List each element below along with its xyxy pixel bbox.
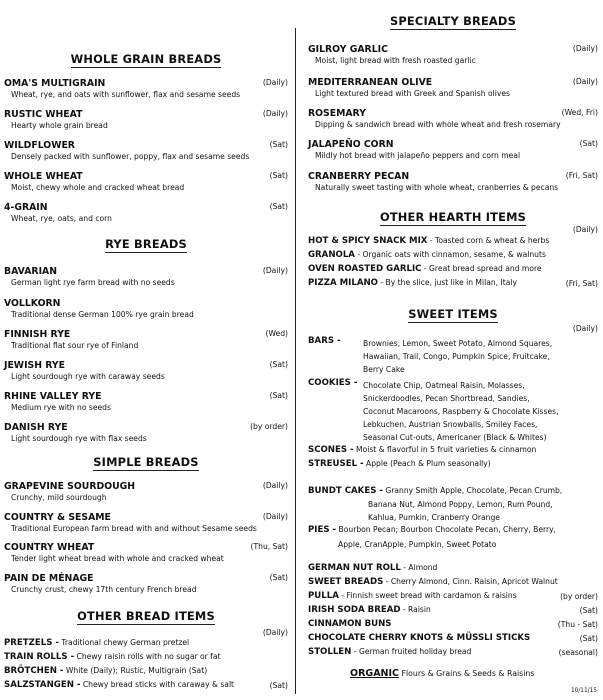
organic-footer: ORGANIC Flours & Grains & Seeds & Raisins: [350, 668, 535, 679]
cookies-line: Lebkuchen, Austrian Snowballs, Smiley Faces,: [363, 420, 538, 429]
whole-grain-heading: WHOLE GRAIN BREADS: [70, 52, 222, 66]
sweet-line: PULLA - Finnish sweet bread with cardamon & raisins (by order): [308, 591, 598, 601]
sweet-line: GERMAN NUT ROLL - Almond: [308, 563, 438, 573]
bars-line: Brownies, Lemon, Sweet Potato, Almond Squares,: [363, 339, 553, 348]
menu-item: GRAPEVINE SOURDOUGH (Daily) Crunchy, mild sourdough: [4, 481, 288, 502]
menu-item: OMA'S MULTIGRAIN (Daily) Wheat, rye, and oats with sunflower, flax and sesame seeds: [4, 78, 288, 99]
sweet-line: STOLLEN - German fruited holiday bread (seasonal): [308, 647, 598, 657]
bundt-line: Banana Nut, Almond Poppy, Lemon, Rum Pound,: [368, 500, 553, 509]
hearth-line: PIZZA MILANO - By the slice, just like in Milan, Italy (Fri, Sat): [308, 278, 598, 288]
menu-item: FINNISH RYE (Wed) Traditional flat sour rye of Finland: [4, 329, 288, 350]
other-bread-line: BRÖTCHEN - White (Daily); Rustic, Multigrain (Sat): [4, 666, 208, 676]
menu-item: GILROY GARLIC (Daily) Moist, light bread with fresh roasted garlic: [308, 44, 598, 65]
cookies-line: Snickerdoodles, Pecan Shortbread, Sandies,: [363, 394, 530, 403]
sweet-line: SWEET BREADS - Cherry Almond, Cinn. Raisin, Apricot Walnut: [308, 577, 558, 587]
hearth-heading: OTHER HEARTH ITEMS: [379, 210, 527, 224]
simple-heading: SIMPLE BREADS: [93, 455, 199, 469]
bundt-line: BUNDT CAKES - Granny Smith Apple, Chocolate, Pecan Crumb,: [308, 486, 563, 496]
streusel-line: STREUSEL - Apple (Peach & Plum seasonally): [308, 459, 491, 469]
menu-item: CRANBERRY PECAN (Fri, Sat) Naturally sweet tasting with whole wheat, cranberries & pecans: [308, 171, 598, 192]
bars-line: Hawaiian, Trail, Congo, Pumpkin Spice, Fruitcake,: [363, 352, 550, 361]
menu-item: VOLLKORN Traditional dense German 100% rye grain bread: [4, 298, 194, 319]
menu-item: DANISH RYE (by order) Light sourdough rye with flax seeds: [4, 422, 288, 443]
menu-item: COUNTRY & SESAME (Daily) Traditional European farm bread with and without Sesame seeds: [4, 512, 288, 533]
pies-line: PIES - Bourbon Pecan; Bourbon Chocolate Pecan, Cherry, Berry,: [308, 525, 557, 535]
cookies-label: COOKIES -: [308, 378, 358, 388]
menu-item: RHINE VALLEY RYE (Sat) Medium rye with no seeds: [4, 391, 288, 412]
scones-line: SCONES - Moist & flavorful in 5 fruit varieties & cinnamon: [308, 445, 537, 455]
sweet-line: IRISH SODA BREAD - Raisin (Sat): [308, 605, 598, 615]
other-bread-line: PRETZELS - Traditional chewy German pretzel: [4, 638, 190, 648]
specialty-heading: SPECIALTY BREADS: [389, 14, 516, 28]
menu-item: MEDITERRANEAN OLIVE (Daily) Light textured bread with Greek and Spanish olives: [308, 77, 598, 98]
menu-item: 4-GRAIN (Sat) Wheat, rye, oats, and corn: [4, 202, 288, 223]
sweet-line: CHOCOLATE CHERRY KNOTS & MÜSSLI STICKS (Sat): [308, 633, 598, 643]
print-date: 10/11/15: [570, 688, 597, 694]
cookies-line: Coconut Macaroons, Raspberry & Chocolate Kisses,: [363, 407, 559, 416]
sweet-heading: SWEET ITEMS: [408, 307, 498, 321]
hearth-line: OVEN ROASTED GARLIC - Great bread spread and more: [308, 264, 542, 274]
bundt-line: Kahlua, Pumkin, Cranberry Orange: [368, 513, 500, 522]
other-bread-day: (Daily): [262, 628, 288, 637]
menu-item: JEWISH RYE (Sat) Light sourdough rye with caraway seeds: [4, 360, 288, 381]
menu-item: JALAPEÑO CORN (Sat) Mildly hot bread with jalapeño peppers and corn meal: [308, 139, 598, 160]
sweet-day: (Daily): [572, 324, 598, 333]
hearth-line: HOT & SPICY SNACK MIX - Toasted corn & wheat & herbs: [308, 236, 550, 246]
column-divider: [295, 28, 296, 694]
hearth-day: (Daily): [572, 225, 598, 234]
menu-item: RUSTIC WHEAT (Daily) Hearty whole grain bread: [4, 109, 288, 130]
cookies-line: Seasonal Cut-outs, Americaner (Black & Whites): [363, 433, 547, 442]
rye-heading: RYE BREADS: [105, 237, 187, 251]
menu-item: WHOLE WHEAT (Sat) Moist, chewy whole and cracked wheat bread: [4, 171, 288, 192]
other-bread-line: SALZSTANGEN - Chewy bread sticks with caraway & salt (Sat): [4, 680, 288, 690]
hearth-line: GRANOLA - Organic oats with cinnamon, sesame, & walnuts: [308, 250, 546, 260]
menu-item: ROSEMARY (Wed, Fri) Dipping & sandwich bread with whole wheat and fresh rosemary: [308, 108, 598, 129]
sweet-line: CINNAMON BUNS (Thu - Sat): [308, 619, 598, 629]
pies-line: Apple, CranApple, Pumpkin, Sweet Potato: [338, 540, 497, 549]
cookies-line: Chocolate Chip, Oatmeal Raisin, Molasses,: [363, 381, 525, 390]
other-bread-heading: OTHER BREAD ITEMS: [77, 609, 215, 623]
menu-item: WILDFLOWER (Sat) Densely packed with sunflower, poppy, flax and sesame seeds: [4, 140, 288, 161]
menu-item: PAIN DE MÉNAGE (Sat) Crunchy crust, chewy 17th century French bread: [4, 573, 288, 594]
menu-item: BAVARIAN (Daily) German light rye farm bread with no seeds: [4, 266, 288, 287]
menu-item: COUNTRY WHEAT (Thu, Sat) Tender light wheat bread with whole and cracked wheat: [4, 542, 288, 563]
bars-line: Berry Cake: [363, 365, 405, 374]
other-bread-line: TRAIN ROLLS - Chewy raisin rolls with no sugar or fat: [4, 652, 221, 662]
bars-label: BARS -: [308, 336, 341, 346]
